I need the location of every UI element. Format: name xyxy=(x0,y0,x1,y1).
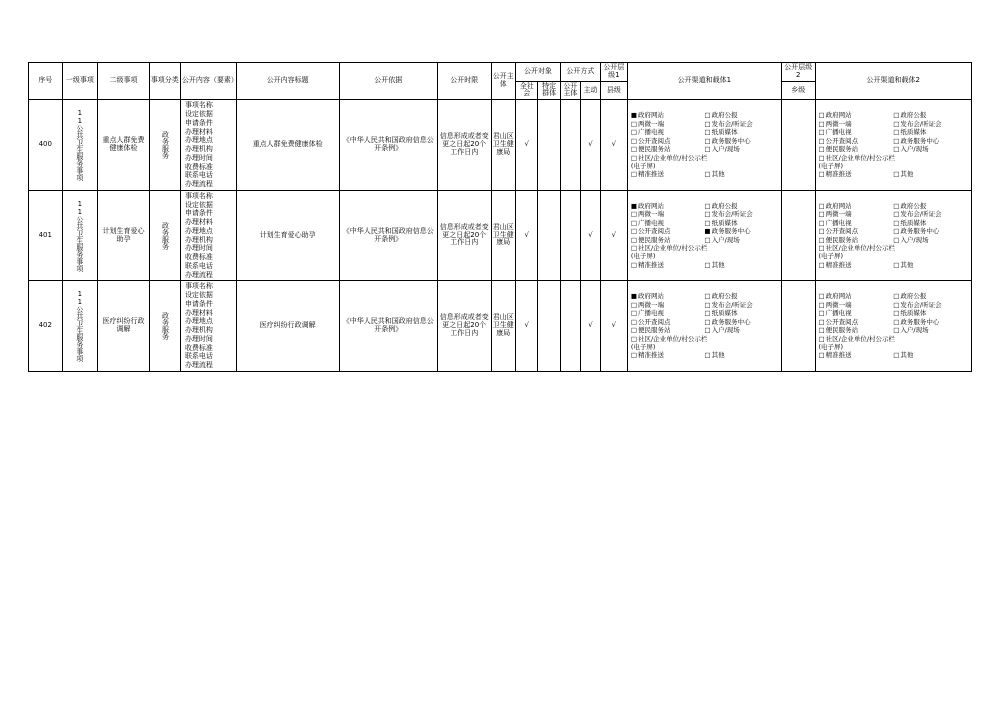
opt-precise-push[interactable]: □ 精准推送 xyxy=(819,170,894,178)
cell-audience-all: √ xyxy=(516,100,538,191)
opt-gov-website[interactable]: ■ 政府网站 xyxy=(631,111,705,119)
header-level-county: 县级 xyxy=(601,81,628,100)
cell-audience-all: √ xyxy=(516,190,538,281)
header-level-group-1: 公开层级1 xyxy=(601,63,628,82)
opt-service-center[interactable]: □ 政务服务中心 xyxy=(704,137,778,145)
opt-convenience-station[interactable]: □ 便民服务站 xyxy=(631,236,705,244)
opt-precise-push[interactable]: □ 精准推送 xyxy=(819,261,894,269)
header-method-subject: 公开主体 xyxy=(560,81,580,100)
cell-level2: 计划生育爱心助孕 xyxy=(98,190,149,281)
cell-audience-specific xyxy=(538,281,560,372)
opt-electronic-screen: (电子屏) xyxy=(818,252,844,261)
content-item: 设定依据 xyxy=(184,110,213,119)
content-item: 收费标准 xyxy=(184,343,213,352)
opt-electronic-screen: (电子屏) xyxy=(630,342,656,351)
channel2-options xyxy=(817,200,971,272)
opt-service-center[interactable]: □ 政务服务中心 xyxy=(893,318,968,326)
opt-gov-gazette[interactable]: □ 政府公报 xyxy=(893,292,968,300)
cell-method-subject xyxy=(560,100,580,191)
table-body xyxy=(29,100,972,372)
opt-other[interactable]: □ 其他 xyxy=(704,351,778,359)
content-item: 事项名称 xyxy=(184,101,213,110)
cell-content xyxy=(180,281,236,372)
opt-weibo-wechat-app[interactable]: □ 两微一端 xyxy=(819,120,894,128)
cell-level-county: √ xyxy=(601,100,628,191)
channel2-options xyxy=(817,290,971,362)
cell-level1: 11公共卫生服务事项 xyxy=(62,190,98,281)
opt-convenience-station[interactable]: □ 便民服务站 xyxy=(631,145,705,153)
cell-level1: 11公共卫生服务事项 xyxy=(62,281,98,372)
opt-other[interactable]: □ 其他 xyxy=(893,261,968,269)
header-audience-all: 全社会 xyxy=(516,81,538,100)
cell-item-type: 政务服务 xyxy=(149,100,180,191)
cell-audience-specific xyxy=(538,190,560,281)
opt-door-to-door[interactable]: □ 入户/现场 xyxy=(893,145,968,153)
cell-title: 重点人群免费健康体检 xyxy=(236,100,339,191)
opt-gov-website[interactable]: □ 政府网站 xyxy=(819,111,894,119)
content-item: 申请条件 xyxy=(184,118,213,127)
cell-seq: 400 xyxy=(29,100,63,191)
opt-door-to-door[interactable]: □ 入户/现场 xyxy=(704,326,778,334)
header-title: 公开内容标题 xyxy=(236,63,339,100)
opt-convenience-station[interactable]: □ 便民服务站 xyxy=(819,145,894,153)
opt-convenience-station[interactable]: □ 便民服务站 xyxy=(819,326,894,334)
opt-weibo-wechat-app[interactable]: □ 两微一端 xyxy=(631,210,705,218)
header-item-type: 事项分类 xyxy=(149,63,180,100)
cell-level2: 重点人群免费健康体检 xyxy=(98,100,149,191)
cell-audience-specific xyxy=(538,100,560,191)
content-item: 申请条件 xyxy=(184,299,213,308)
table-row xyxy=(29,190,972,281)
opt-other[interactable]: □ 其他 xyxy=(704,170,778,178)
opt-community-bulletin[interactable]: □ 社区/企业单位/村公示栏 xyxy=(819,335,969,343)
opt-weibo-wechat-app[interactable]: □ 两微一端 xyxy=(631,301,705,309)
opt-public-reading-point[interactable]: □ 公开查阅点 xyxy=(631,318,705,326)
opt-other[interactable]: □ 其他 xyxy=(893,351,968,359)
opt-community-bulletin[interactable]: □ 社区/企业单位/村公示栏 xyxy=(631,335,778,343)
cell-time: 信息形成或者变更之日起20个工作日内 xyxy=(437,190,491,281)
opt-public-reading-point[interactable]: □ 公开查阅点 xyxy=(819,137,894,145)
cell-channel1 xyxy=(627,100,781,191)
opt-gov-gazette[interactable]: □ 政府公报 xyxy=(893,202,968,210)
content-item: 办理机构 xyxy=(184,145,213,154)
opt-service-center[interactable]: □ 政务服务中心 xyxy=(704,318,778,326)
disclosure-table xyxy=(28,62,972,372)
cell-level-county: √ xyxy=(601,281,628,372)
opt-service-center[interactable]: □ 政务服务中心 xyxy=(893,227,968,235)
channel1-options xyxy=(629,200,780,272)
cell-method-active: √ xyxy=(580,100,600,191)
cell-channel2 xyxy=(815,100,972,191)
opt-press-conference[interactable]: □ 发布会/听证会 xyxy=(893,301,968,309)
opt-print-media[interactable]: □ 纸质媒体 xyxy=(704,219,778,227)
content-item: 设定依据 xyxy=(184,200,213,209)
opt-gov-website[interactable]: ■ 政府网站 xyxy=(631,202,705,210)
opt-press-conference[interactable]: □ 发布会/听证会 xyxy=(893,120,968,128)
header-basis: 公开依据 xyxy=(339,63,437,100)
opt-weibo-wechat-app[interactable]: □ 两微一端 xyxy=(819,210,894,218)
opt-press-conference[interactable]: □ 发布会/听证会 xyxy=(893,210,968,218)
cell-content xyxy=(180,100,236,191)
opt-precise-push[interactable]: □ 精准推送 xyxy=(631,261,705,269)
content-item: 收费标准 xyxy=(184,253,213,262)
opt-broadcast-tv[interactable]: □ 广播电视 xyxy=(819,219,894,227)
opt-print-media[interactable]: □ 纸质媒体 xyxy=(704,128,778,136)
opt-other[interactable]: □ 其他 xyxy=(704,261,778,269)
header-audience-group: 公开对象 xyxy=(516,63,561,82)
opt-press-conference[interactable]: □ 发布会/听证会 xyxy=(704,301,778,309)
opt-gov-gazette[interactable]: □ 政府公报 xyxy=(893,111,968,119)
opt-precise-push[interactable]: □ 精准推送 xyxy=(819,351,894,359)
cell-level-town xyxy=(781,100,815,191)
content-item: 办理材料 xyxy=(184,218,213,227)
cell-item-type: 政务服务 xyxy=(149,281,180,372)
opt-public-reading-point[interactable]: □ 公开查阅点 xyxy=(819,318,894,326)
cell-time: 信息形成或者变更之日起20个工作日内 xyxy=(437,100,491,191)
table-row xyxy=(29,100,972,191)
cell-level2: 医疗纠纷行政调解 xyxy=(98,281,149,372)
cell-subject: 君山区卫生健康局 xyxy=(491,190,516,281)
header-time: 公开时限 xyxy=(437,63,491,100)
table-header-row-1 xyxy=(29,63,972,82)
content-item: 联系电话 xyxy=(184,352,213,361)
opt-weibo-wechat-app[interactable]: □ 两微一端 xyxy=(819,301,894,309)
opt-print-media[interactable]: □ 纸质媒体 xyxy=(704,309,778,317)
cell-basis: 《中华人民共和国政府信息公开条例》 xyxy=(339,190,437,281)
cell-level-county: √ xyxy=(601,190,628,281)
opt-precise-push[interactable]: □ 精准推送 xyxy=(631,351,705,359)
header-seq: 序号 xyxy=(29,63,63,100)
opt-public-reading-point[interactable]: □ 公开查阅点 xyxy=(631,137,705,145)
header-level-town: 乡级 xyxy=(781,81,815,100)
opt-press-conference[interactable]: □ 发布会/听证会 xyxy=(704,210,778,218)
cell-channel1 xyxy=(627,281,781,372)
opt-electronic-screen: (电子屏) xyxy=(818,342,844,351)
content-item: 办理时间 xyxy=(184,334,213,343)
cell-channel2 xyxy=(815,281,972,372)
opt-broadcast-tv[interactable]: □ 广播电视 xyxy=(631,219,705,227)
cell-basis: 《中华人民共和国政府信息公开条例》 xyxy=(339,281,437,372)
content-item: 办理时间 xyxy=(184,153,213,162)
content-item: 办理流程 xyxy=(184,361,213,370)
cell-method-subject xyxy=(560,281,580,372)
opt-print-media[interactable]: □ 纸质媒体 xyxy=(893,309,968,317)
content-item: 事项名称 xyxy=(184,191,213,200)
header-subject: 公开主体 xyxy=(491,63,516,100)
opt-community-bulletin[interactable]: □ 社区/企业单位/村公示栏 xyxy=(819,244,969,252)
opt-public-reading-point[interactable]: □ 公开查阅点 xyxy=(631,227,705,235)
cell-seq: 401 xyxy=(29,190,63,281)
opt-electronic-screen: (电子屏) xyxy=(630,161,656,170)
header-audience-specific: 特定群体 xyxy=(538,81,560,100)
header-level1: 一级事项 xyxy=(62,63,98,100)
content-item: 联系电话 xyxy=(184,261,213,270)
cell-level-town xyxy=(781,281,815,372)
opt-weibo-wechat-app[interactable]: □ 两微一端 xyxy=(631,120,705,128)
cell-level-town xyxy=(781,190,815,281)
opt-other[interactable]: □ 其他 xyxy=(893,170,968,178)
opt-door-to-door[interactable]: □ 入户/现场 xyxy=(893,326,968,334)
content-item: 办理机构 xyxy=(184,235,213,244)
content-item: 申请条件 xyxy=(184,209,213,218)
channel2-options xyxy=(817,109,971,181)
cell-title: 计划生育爱心助孕 xyxy=(236,190,339,281)
opt-electronic-screen: (电子屏) xyxy=(630,252,656,261)
header-level-group-2: 公开层级2 xyxy=(781,63,815,82)
header-level2: 二级事项 xyxy=(98,63,149,100)
table-row xyxy=(29,281,972,372)
opt-press-conference[interactable]: □ 发布会/听证会 xyxy=(704,120,778,128)
cell-channel1 xyxy=(627,190,781,281)
cell-time: 信息形成或者变更之日起20个工作日内 xyxy=(437,281,491,372)
header-channel2: 公开渠道和载体2 xyxy=(815,63,972,100)
opt-service-center[interactable]: □ 政务服务中心 xyxy=(893,137,968,145)
header-method-group: 公开方式 xyxy=(560,63,600,82)
opt-door-to-door[interactable]: □ 入户/现场 xyxy=(704,145,778,153)
cell-item-type: 政务服务 xyxy=(149,190,180,281)
cell-basis: 《中华人民共和国政府信息公开条例》 xyxy=(339,100,437,191)
opt-gov-gazette[interactable]: □ 政府公报 xyxy=(704,202,778,210)
cell-audience-all: √ xyxy=(516,281,538,372)
content-item: 办理地点 xyxy=(184,317,213,326)
content-item: 办理材料 xyxy=(184,308,213,317)
opt-convenience-station[interactable]: □ 便民服务站 xyxy=(819,236,894,244)
opt-print-media[interactable]: □ 纸质媒体 xyxy=(893,128,968,136)
header-content: 公开内容（要素） xyxy=(180,63,236,100)
content-item: 办理材料 xyxy=(184,127,213,136)
opt-community-bulletin[interactable]: □ 社区/企业单位/村公示栏 xyxy=(819,154,969,162)
cell-level1: 11公共卫生服务事项 xyxy=(62,100,98,191)
cell-seq: 402 xyxy=(29,281,63,372)
opt-broadcast-tv[interactable]: □ 广播电视 xyxy=(819,309,894,317)
opt-public-reading-point[interactable]: □ 公开查阅点 xyxy=(819,227,894,235)
channel1-options xyxy=(629,109,780,181)
content-item: 办理时间 xyxy=(184,244,213,253)
cell-method-active: √ xyxy=(580,281,600,372)
content-item: 办理地点 xyxy=(184,226,213,235)
opt-convenience-station[interactable]: □ 便民服务站 xyxy=(631,326,705,334)
content-item: 办理地点 xyxy=(184,136,213,145)
opt-precise-push[interactable]: □ 精准推送 xyxy=(631,170,705,178)
header-channel1: 公开渠道和载体1 xyxy=(627,63,781,100)
opt-gov-website[interactable]: □ 政府网站 xyxy=(819,202,894,210)
opt-door-to-door[interactable]: □ 入户/现场 xyxy=(704,236,778,244)
cell-title: 医疗纠纷行政调解 xyxy=(236,281,339,372)
cell-content xyxy=(180,190,236,281)
opt-broadcast-tv[interactable]: □ 广播电视 xyxy=(631,128,705,136)
opt-gov-website[interactable]: ■ 政府网站 xyxy=(631,292,705,300)
content-item: 办理机构 xyxy=(184,326,213,335)
opt-gov-website[interactable]: □ 政府网站 xyxy=(819,292,894,300)
channel1-options xyxy=(629,290,780,362)
opt-community-bulletin[interactable]: □ 社区/企业单位/村公示栏 xyxy=(631,244,778,252)
content-item: 办理流程 xyxy=(184,270,213,279)
opt-gov-gazette[interactable]: □ 政府公报 xyxy=(704,292,778,300)
opt-broadcast-tv[interactable]: □ 广播电视 xyxy=(631,309,705,317)
content-item: 联系电话 xyxy=(184,171,213,180)
cell-subject: 君山区卫生健康局 xyxy=(491,100,516,191)
content-item: 收费标准 xyxy=(184,162,213,171)
cell-method-active: √ xyxy=(580,190,600,281)
opt-print-media[interactable]: □ 纸质媒体 xyxy=(893,219,968,227)
opt-gov-gazette[interactable]: □ 政府公报 xyxy=(704,111,778,119)
opt-service-center[interactable]: ■ 政务服务中心 xyxy=(704,227,778,235)
header-method-active: 主动 xyxy=(580,81,600,100)
opt-community-bulletin[interactable]: □ 社区/企业单位/村公示栏 xyxy=(631,154,778,162)
content-item: 办理流程 xyxy=(184,180,213,189)
cell-channel2 xyxy=(815,190,972,281)
opt-door-to-door[interactable]: □ 入户/现场 xyxy=(893,236,968,244)
content-item: 设定依据 xyxy=(184,291,213,300)
opt-broadcast-tv[interactable]: □ 广播电视 xyxy=(819,128,894,136)
opt-electronic-screen: (电子屏) xyxy=(818,161,844,170)
cell-method-subject xyxy=(560,190,580,281)
content-item: 事项名称 xyxy=(184,282,213,291)
cell-subject: 君山区卫生健康局 xyxy=(491,281,516,372)
